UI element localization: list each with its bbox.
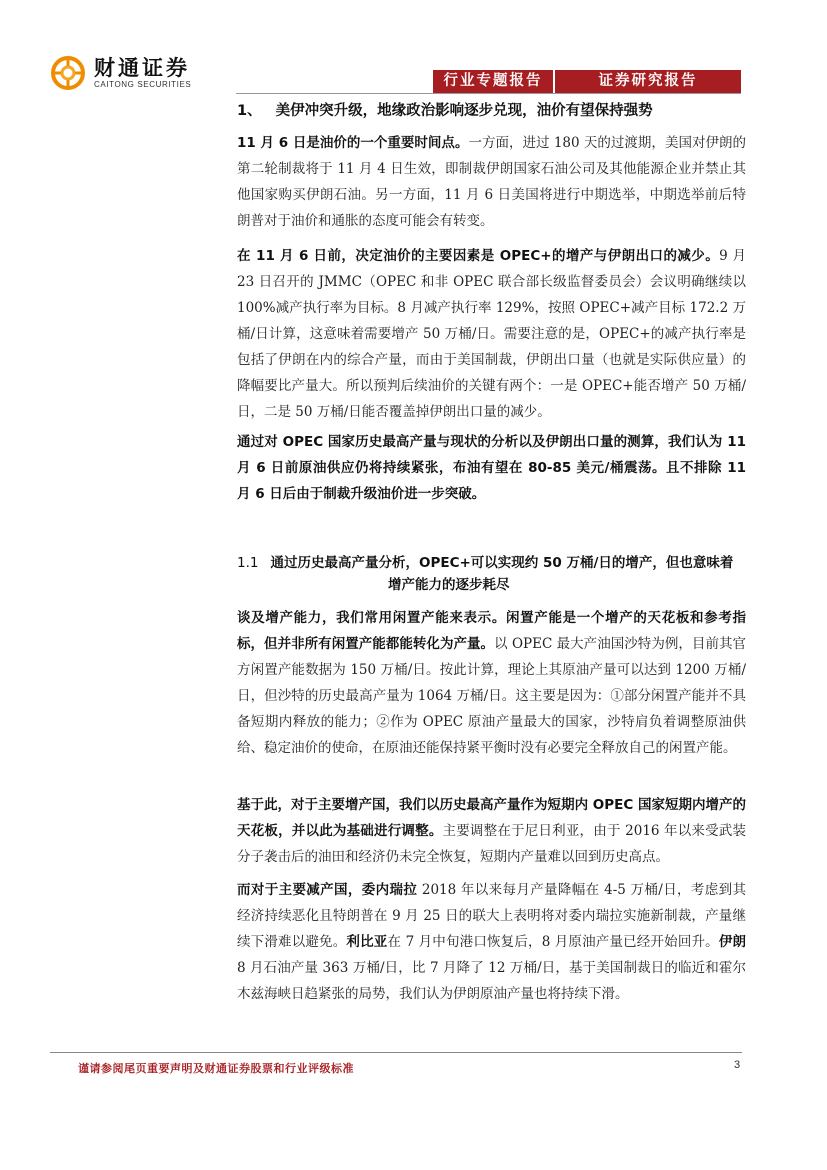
- section-1-number: 1、: [237, 103, 262, 119]
- paragraph-1: [237, 130, 746, 234]
- paragraph-6-lead-iran: 伊朗: [718, 934, 747, 950]
- paragraph-3-lead: 通过对 OPEC 国家历史最高产量与现状的分析以及伊朗出口量的测算，我们认为 11 月 6 日前原油供应仍将持续紧张，布油有望在 80-85 美元/桶震荡。且不排除 11 月 6 日后由于制裁升级油价进一步突破。: [237, 434, 746, 502]
- section-1-1-heading: [237, 552, 747, 596]
- paragraph-2-lead: 在 11 月 6 日前，决定油价的主要因素是 OPEC+的增产与伊朗出口的减少。: [237, 248, 720, 264]
- section-1-1-number: 1.1: [237, 555, 259, 571]
- section-1-heading: [237, 101, 757, 121]
- paragraph-5-body: 主要调整在于尼日利亚，由于 2016 年以来受武装分子袭击后的油田和经济仍未完全恢复，短期内产量难以回到历史高点。: [237, 823, 746, 865]
- tag-industry-report: 行业专题报告: [433, 70, 553, 93]
- paragraph-6-lead-venezuela: 而对于主要减产国，委内瑞拉: [237, 882, 418, 898]
- paragraph-6-body-iran: 8 月石油产量 363 万桶/日，比 7 月降了 12 万桶/日，基于美国制裁日的临近和霍尔木兹海峡日趋紧张的局势，我们认为伊朗原油产量也将持续下滑。: [237, 960, 746, 1002]
- logo-chinese-name: 财通证券: [94, 55, 190, 80]
- footer-divider: [50, 1052, 742, 1053]
- paragraph-1-lead: 11 月 6 日是油价的一个重要时间点。: [237, 135, 469, 151]
- paragraph-4: [237, 605, 746, 761]
- paragraph-5: [237, 792, 746, 870]
- paragraph-5-lead: 基于此，对于主要增产国，我们以历史最高产量作为短期内 OPEC 国家短期内增产的天花板，并以此为基础进行调整。: [237, 797, 746, 839]
- logo-english-name: CAITONG SECURITIES: [94, 79, 192, 89]
- paragraph-6-body-libya: 在 7 月中旬港口恢复后，8 月原油产量已经开始回升。: [387, 934, 719, 950]
- paragraph-1-body: 一方面，进过 180 天的过渡期，美国对伊朗的第二轮制裁将于 11 月 4 日生效，即制裁伊朗国家石油公司及其他能源企业并禁止其他国家购买伊朗石油。另一方面，11 月 6 日美国将进行中期选举，中期选举前后特朗普对于油价和通胀的态度可能会有转变。: [237, 135, 746, 229]
- footer-disclaimer: 谨请参阅尾页重要声明及财通证券股票和行业评级标准: [78, 1062, 354, 1075]
- caitong-logo-icon: [48, 55, 88, 91]
- page-number: 3: [734, 1059, 741, 1071]
- section-1-1-title-line1: 通过历史最高产量分析，OPEC+可以实现约 50 万桶/日的增产，但也意味着: [270, 555, 734, 571]
- paragraph-6-lead-libya: 利比亚: [346, 934, 388, 950]
- paragraph-3: [237, 429, 746, 507]
- paragraph-4-lead: 谈及增产能力，我们常用闲置产能来表示。闲置产能是一个增产的天花板和参考指标，但并非所有闲置产能都能转化为产量。: [237, 610, 746, 652]
- paragraph-6-body-venezuela: 2018 年以来每月产量降幅在 4-5 万桶/日，考虑到其经济持续恶化且特朗普在 9 月 25 日的联大上表明将对委内瑞拉实施新制裁，产量继续下滑难以避免。: [237, 882, 747, 950]
- paragraph-2-body: 9 月 23 日召开的 JMMC（OPEC 和非 OPEC 联合部长级监督委员会）会议明确继续以 100%减产执行率为目标。8 月减产执行率 129%，按照 OPEC+减产目标 172.2 万桶/日计算，这意味着需要增产 50 万桶/日。需要注意的是，OPEC+的减产执行率是包括了伊朗在内的综合产量，而由于美国制裁，伊朗出口量（也就是实际供应量）的降幅要比产量大。所以预判后续油价的关键有两个：一是 OPEC+能否增产 50 万桶/日，二是 50 万桶/日能否覆盖掉伊朗出口量的减少。: [237, 248, 746, 420]
- report-type-tags: [433, 70, 741, 93]
- company-logo: [48, 55, 191, 91]
- tag-securities-research-report: 证券研究报告: [555, 70, 741, 93]
- paragraph-4-body: 以 OPEC 最大产油国沙特为例，目前其官方闲置产能数据为 150 万桶/日。按此计算，理论上其原油产量可以达到 1200 万桶/日，但沙特的历史最高产量为 1064 万桶/日。这主要是因为：①部分闲置产能并不具备短期内释放的能力；②作为 OPEC 原油产量最大的国家，沙特肩负着调整原油供给、稳定油价的使命，在原油还能保持紧平衡时没有必要完全释放自己的闲置产能。: [237, 636, 747, 756]
- header-divider: [236, 93, 741, 94]
- section-1-1-title-line2: 增产能力的逐步耗尽: [388, 577, 510, 593]
- section-1-title: 美伊冲突升级，地缘政治影响逐步兑现，油价有望保持强势: [275, 103, 653, 119]
- paragraph-2: [237, 243, 746, 425]
- paragraph-6: [237, 877, 746, 1007]
